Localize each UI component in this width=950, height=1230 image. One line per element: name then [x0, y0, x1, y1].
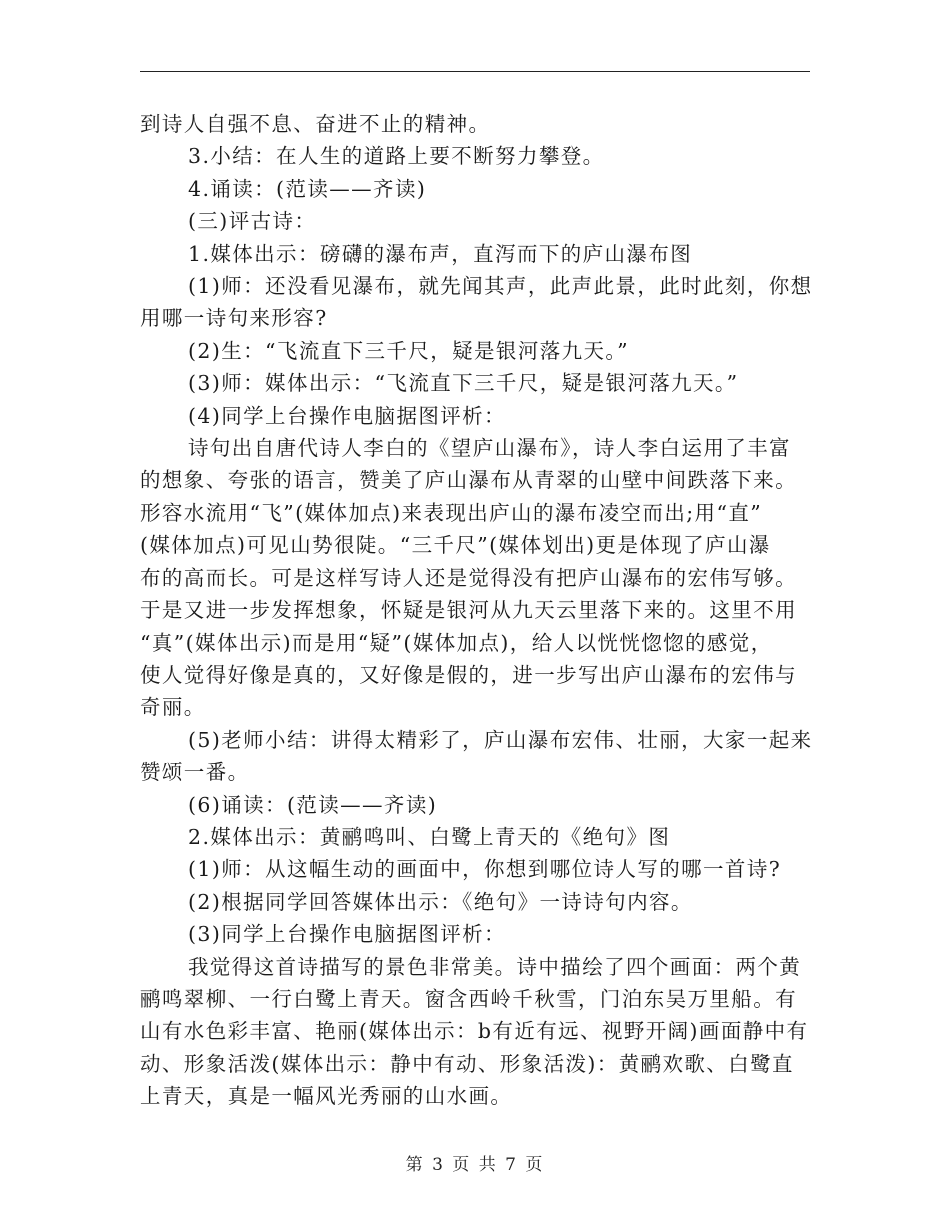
- text-line: 诗句出自唐代诗人李白的《望庐山瀑布》，诗人李白运用了丰富: [188, 436, 791, 461]
- text-line: 赞颂一番。: [140, 760, 250, 785]
- header-rule: [140, 71, 810, 72]
- text-line: (3)师：媒体出示：“飞流直下三千尺，疑是银河落九天。”: [188, 371, 739, 396]
- text-line: (2)根据同学回答媒体出示：《绝句》一诗诗句内容。: [188, 889, 693, 914]
- text-line: (2)生：“飞流直下三千尺，疑是银河落九天。”: [188, 338, 629, 363]
- text-line: (1)师：从这幅生动的画面中，你想到哪位诗人写的哪一首诗?: [188, 857, 782, 882]
- page-footer: 第 3 页 共 7 页: [405, 1155, 545, 1175]
- document-body: [140, 108, 813, 1113]
- text-line: 形容水流用“飞”(媒体加点)来表现出庐山的瀑布凌空而出;用“直”: [140, 500, 763, 525]
- text-line: 1.媒体出示：磅礴的瀑布声，直泻而下的庐山瀑布图: [188, 241, 693, 266]
- text-line: 到诗人自强不息、奋进不止的精神。: [140, 112, 491, 136]
- text-line: (三)评古诗：: [188, 209, 317, 234]
- text-line: 于是又进一步发挥想象，怀疑是银河从九天云里落下来的。这里不用: [140, 598, 797, 623]
- text-line: (5)老师小结：讲得太精彩了，庐山瀑布宏伟、壮丽，大家一起来: [188, 727, 813, 752]
- text-line: (3)同学上台操作电脑据图评析：: [188, 922, 506, 947]
- text-line: (媒体加点)可见山势很陡。“三千尺”(媒体划出)更是体现了庐山瀑: [140, 533, 771, 558]
- text-line: 布的高而长。可是这样写诗人还是觉得没有把庐山瀑布的宏伟写够。: [140, 565, 797, 590]
- text-line: 的想象、夸张的语言，赞美了庐山瀑布从青翠的山壁中间跌落下来。: [140, 468, 797, 493]
- text-line: 我觉得这首诗描写的景色非常美。诗中描绘了四个画面：两个黄: [188, 954, 802, 979]
- text-line: 3.小结：在人生的道路上要不断努力攀登。: [188, 144, 605, 169]
- text-line: 使人觉得好像是真的，又好像是假的，进一步写出庐山瀑布的宏伟与: [140, 662, 797, 687]
- text-line: 鹂鸣翠柳、一行白鹭上青天。窗含西岭千秋雪，门泊东吴万里船。有: [140, 986, 797, 1011]
- text-line: (6)诵读：(范读——齐读): [188, 792, 438, 817]
- text-line: “真”(媒体出示)而是用“疑”(媒体加点)，给人以恍恍惚惚的感觉，: [140, 630, 773, 655]
- text-line: 用哪一诗句来形容?: [140, 306, 328, 331]
- text-line: 奇丽。: [140, 695, 206, 720]
- text-line: 2.媒体出示：黄鹂鸣叫、白鹭上青天的《绝句》图: [188, 824, 671, 849]
- text-line: (1)师：还没看见瀑布，就先闻其声，此声此景，此时此刻，你想: [188, 274, 813, 299]
- text-line: 山有水色彩丰富、艳丽(媒体出示：b有近有远、视野开阔)画面静中有: [140, 1019, 809, 1044]
- text-line: 4.诵读：(范读——齐读): [188, 176, 427, 201]
- text-line: (4)同学上台操作电脑据图评析：: [188, 403, 506, 428]
- text-line: 上青天，真是一幅风光秀丽的山水画。: [140, 1084, 513, 1109]
- text-line: 动、形象活泼(媒体出示：静中有动、形象活泼)：黄鹂欢歌、白鹭直: [140, 1051, 794, 1076]
